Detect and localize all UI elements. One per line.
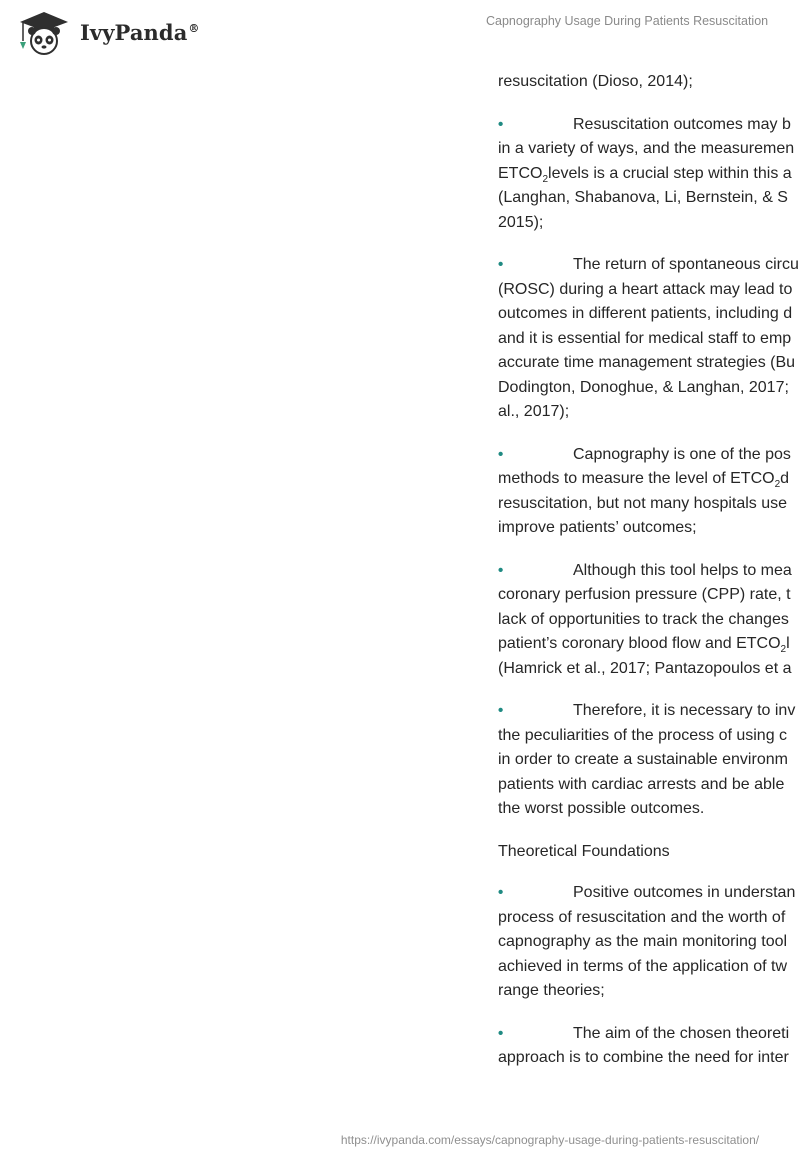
bullet-icon: •	[498, 702, 504, 719]
bullet-icon: •	[498, 1024, 504, 1042]
paragraph-intro: resuscitation (Dioso, 2014);	[498, 73, 693, 90]
bullet-icon: •	[498, 884, 504, 901]
list-item: • Although this tool helps to mea coronary perfusion pressure (CPP) rate, t lack of opportunities to track the changes patient’s coronary blood flow and $ETCO_2l$ (Hamrick et al., 2017; Pantazopoulos et a	[498, 559, 800, 682]
section-heading: Theoretical Foundations	[498, 842, 670, 860]
document-title: Capnography Usage During Patients Resuscitation	[486, 14, 769, 28]
list-item: • Therefore, it is necessary to inv the peculiarities of the process of using c in order to create a sustainable environm patients with cardiac arrests and be able the worst possible outcomes.	[498, 699, 800, 822]
page-header	[0, 0, 800, 60]
list-item: • Positive outcomes in understan process of resuscitation and the worth of capnography as the main monitoring tool achieved in terms of the application of tw range theories;	[498, 881, 800, 1004]
list-item: • Resuscitation outcomes may b in a variety of ways, and the measuremen $ETCO_2levels$ is a crucial step within this a (Langhan, Shabanova, Li, Bernstein, & S 2015);	[498, 113, 800, 236]
bullet-icon: •	[498, 445, 504, 463]
list-item: • Capnography is one of the pos methods to measure the level of $ETCO_2d$ resuscitation, but not many hospitals use improve patients’ outcomes;	[498, 443, 800, 541]
document-body	[498, 70, 800, 1089]
ivypanda-logo[interactable]	[14, 8, 200, 56]
brand-name: IvyPanda®	[80, 19, 200, 45]
list-item: • The return of spontaneous circu (ROSC) during a heart attack may lead to outcomes in different patients, including d and it is essential for medical staff to emp accurate time management strategies (Bu Dodington, Donoghue, & Langhan, 2017; al., 2017);	[498, 253, 800, 425]
panda-graduate-icon	[14, 8, 74, 56]
bullet-icon: •	[498, 115, 504, 133]
source-url[interactable]: https://ivypanda.com/essays/capnography-usage-during-patients-resuscitation/	[340, 1133, 760, 1147]
list-item: • The aim of the chosen theoreti approach is to combine the need for inter	[498, 1022, 800, 1071]
bullet-icon: •	[498, 561, 504, 579]
bullet-icon: •	[498, 256, 504, 273]
